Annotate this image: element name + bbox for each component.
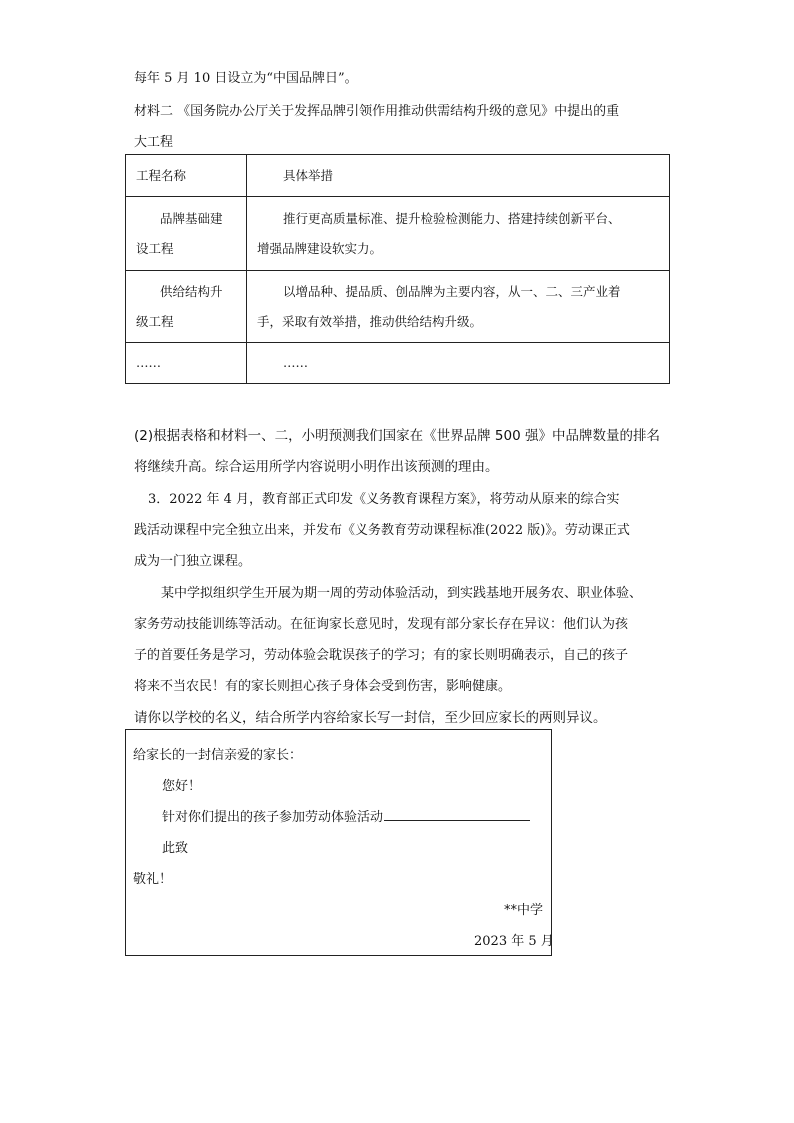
question-2-line: (2)根据表格和材料一、二，小明预测我们国家在《世界品牌 500 强》中品牌数量的排名 <box>134 428 660 444</box>
cell-text: 供给结构升 <box>160 283 223 299</box>
cell-text: 品牌基础建 <box>160 210 223 226</box>
table-cell <box>126 271 247 343</box>
cell-text: 设工程 <box>136 240 174 256</box>
answer-blank[interactable] <box>384 806 530 821</box>
question-3-line: 3．2022 年 4 月，教育部正式印发《义务教育课程方案》，将劳动从原来的综合实 <box>148 492 620 507</box>
table-cell <box>247 197 670 271</box>
question-3-line: 成为一门独立课程。 <box>134 554 252 569</box>
question-3-line: 将来不当农民！有的家长则担心孩子身体会受到伤害，影响健康。 <box>134 679 512 694</box>
letter-closing-2: 敬礼！ <box>133 872 173 887</box>
letter-body-text: 针对你们提出的孩子参加劳动体验活动 <box>162 810 384 825</box>
table-row <box>126 197 670 271</box>
table-header-row <box>126 155 670 197</box>
cell-text: 增强品牌建设软实力。 <box>257 240 383 256</box>
cell-text: 以增品种、提品质、创品牌为主要内容，从一、二、三产业着 <box>283 283 621 299</box>
text-line: 大工程 <box>134 135 174 150</box>
cell-text: 手，采取有效举措，推动供给结构升级。 <box>257 313 483 329</box>
table-header-cell: 具体举措 <box>247 155 670 197</box>
table-header-cell: 工程名称 <box>126 155 247 197</box>
cell-text: 推行更高质量标准、提升检验检测能力、搭建持续创新平台、 <box>283 210 621 226</box>
table-cell <box>126 197 247 271</box>
text-line: 每年 5 月 10 日设立为“中国品牌日”。 <box>134 71 358 86</box>
letter-greeting: 您好！ <box>162 779 202 794</box>
letter-date: 2023 年 5 月 <box>474 934 554 949</box>
question-2-line: 将继续升高。综合运用所学内容说明小明作出该预测的理由。 <box>134 459 499 475</box>
table-cell: …… <box>126 343 247 384</box>
question-3-task: 请你以学校的名义，结合所学内容给家长写一封信，至少回应家长的两则异议。 <box>134 710 607 726</box>
letter-heading: 给家长的一封信亲爱的家长： <box>133 748 303 763</box>
question-3-line: 某中学拟组织学生开展为期一周的劳动体验活动，到实践基地开展务农、职业体验、 <box>161 586 643 601</box>
letter-closing-1: 此致 <box>162 841 189 856</box>
table-row <box>126 343 670 384</box>
letter-box <box>125 729 552 956</box>
engineering-table <box>125 154 670 384</box>
question-3-line: 子的首要任务是学习，劳动体验会耽误孩子的学习；有的家长则明确表示，自己的孩子 <box>134 648 629 663</box>
table-cell <box>247 271 670 343</box>
question-3-line: 践活动课程中完全独立出来，并发布《义务教育劳动课程标准(2022 版)》。劳动课正式 <box>134 523 630 538</box>
table-cell: …… <box>247 343 670 384</box>
cell-text: 级工程 <box>136 313 174 329</box>
letter-signature: **中学 <box>504 903 544 918</box>
letter-body <box>162 806 530 825</box>
text-line: 材料二 《国务院办公厅关于发挥品牌引领作用推动供需结构升级的意见》中提出的重 <box>134 104 620 119</box>
table-row <box>126 271 670 343</box>
question-3-line: 家务劳动技能训练等活动。在征询家长意见时，发现有部分家长存在异议：他们认为孩 <box>134 617 629 632</box>
